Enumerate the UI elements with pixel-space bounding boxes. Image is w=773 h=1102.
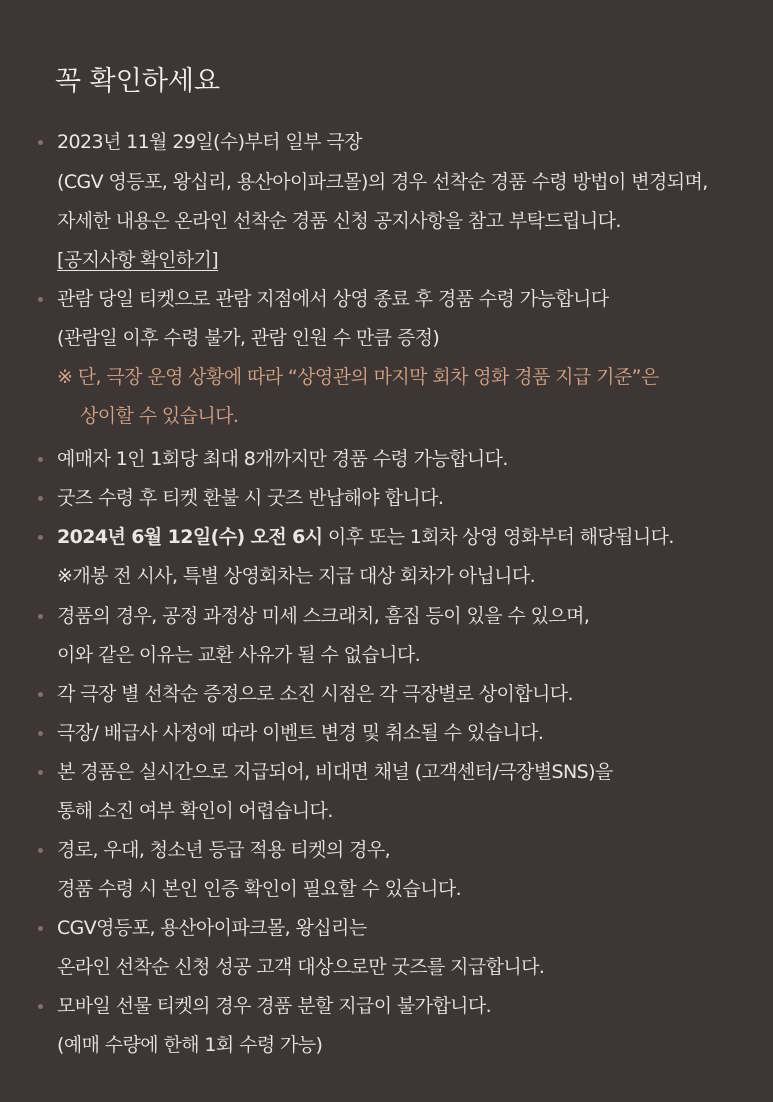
notice-text: 경품 수령 시 본인 인증 확인이 필요할 수 있습니다.: [57, 878, 462, 900]
bullet-dot: [38, 926, 43, 931]
notice-text: 각 극장 별 선착순 증정으로 소진 시점은 각 극장별로 상이합니다.: [57, 683, 574, 705]
notice-text: 관람 당일 티켓으로 관람 지점에서 상영 종료 후 경품 수령 가능합니다: [57, 288, 609, 310]
notice-text: 경로, 우대, 청소년 등급 적용 티켓의 경우,: [57, 839, 391, 861]
notice-text: 자세한 내용은 온라인 선착순 경품 신청 공지사항을 참고 부탁드립니다.: [57, 210, 621, 232]
bullet-dot: [38, 848, 43, 853]
notice-text-rest: 이후 또는 1회차 상영 영화부터 해당됩니다.: [322, 526, 674, 548]
notice-text: 예매자 1인 1회당 최대 8개까지만 경품 수령 가능합니다.: [57, 448, 508, 470]
notice-link[interactable]: [공지사항 확인하기]: [57, 249, 219, 271]
bullet-dot: [38, 140, 43, 145]
notice-text: [57, 524, 674, 550]
warning-text: 상이할 수 있습니다.: [80, 405, 239, 427]
notice-text: (예매 수량에 한해 1회 수령 가능): [57, 1034, 323, 1056]
bullet-dot: [38, 457, 43, 462]
notice-text: ※개봉 전 시사, 특별 상영회차는 지급 대상 회차가 아닙니다.: [57, 565, 536, 587]
bullet-dot: [38, 614, 43, 619]
notice-text: CGV영등포, 용산아이파크몰, 왕십리는: [57, 917, 367, 939]
notice-text: 2023년 11월 29일(수)부터 일부 극장: [57, 131, 362, 153]
notice-text: 굿즈 수령 후 티켓 환불 시 굿즈 반납해야 합니다.: [57, 487, 444, 509]
notice-text: 모바일 선물 티켓의 경우 경품 분할 지급이 불가합니다.: [57, 995, 492, 1017]
bullet-dot: [38, 1004, 43, 1009]
notice-text: (CGV 영등포, 왕십리, 용산아이파크몰)의 경우 선착순 경품 수령 방법이 변경되며,: [57, 171, 708, 193]
notice-text: 통해 소진 여부 확인이 어렵습니다.: [57, 800, 333, 822]
bullet-dot: [38, 496, 43, 501]
notice-text: 이와 같은 이유는 교환 사유가 될 수 없습니다.: [57, 644, 421, 666]
highlight-date: 2024년 6월 12일(수) 오전 6시: [57, 526, 323, 548]
notice-text: 온라인 선착순 신청 성공 고객 대상으로만 굿즈를 지급합니다.: [57, 956, 545, 978]
page-title: 꼭 확인하세요: [55, 66, 221, 97]
bullet-dot: [38, 731, 43, 736]
bullet-dot: [38, 692, 43, 697]
notice-text: 경품의 경우, 공정 과정상 미세 스크래치, 흠집 등이 있을 수 있으며,: [57, 605, 590, 627]
bullet-dot: [38, 770, 43, 775]
notice-text: 본 경품은 실시간으로 지급되어, 비대면 채널 (고객센터/극장별SNS)을: [57, 761, 613, 783]
notice-text: (관람일 이후 수령 불가, 관람 인원 수 만큼 증정): [57, 327, 440, 349]
warning-text: ※ 단, 극장 운영 상황에 따라 “상영관의 마지막 회차 영화 경품 지급 기준”은: [57, 366, 659, 388]
notice-text: 극장/ 배급사 사정에 따라 이벤트 변경 및 취소될 수 있습니다.: [57, 722, 544, 744]
bullet-dot: [38, 297, 43, 302]
bullet-dot: [38, 535, 43, 540]
